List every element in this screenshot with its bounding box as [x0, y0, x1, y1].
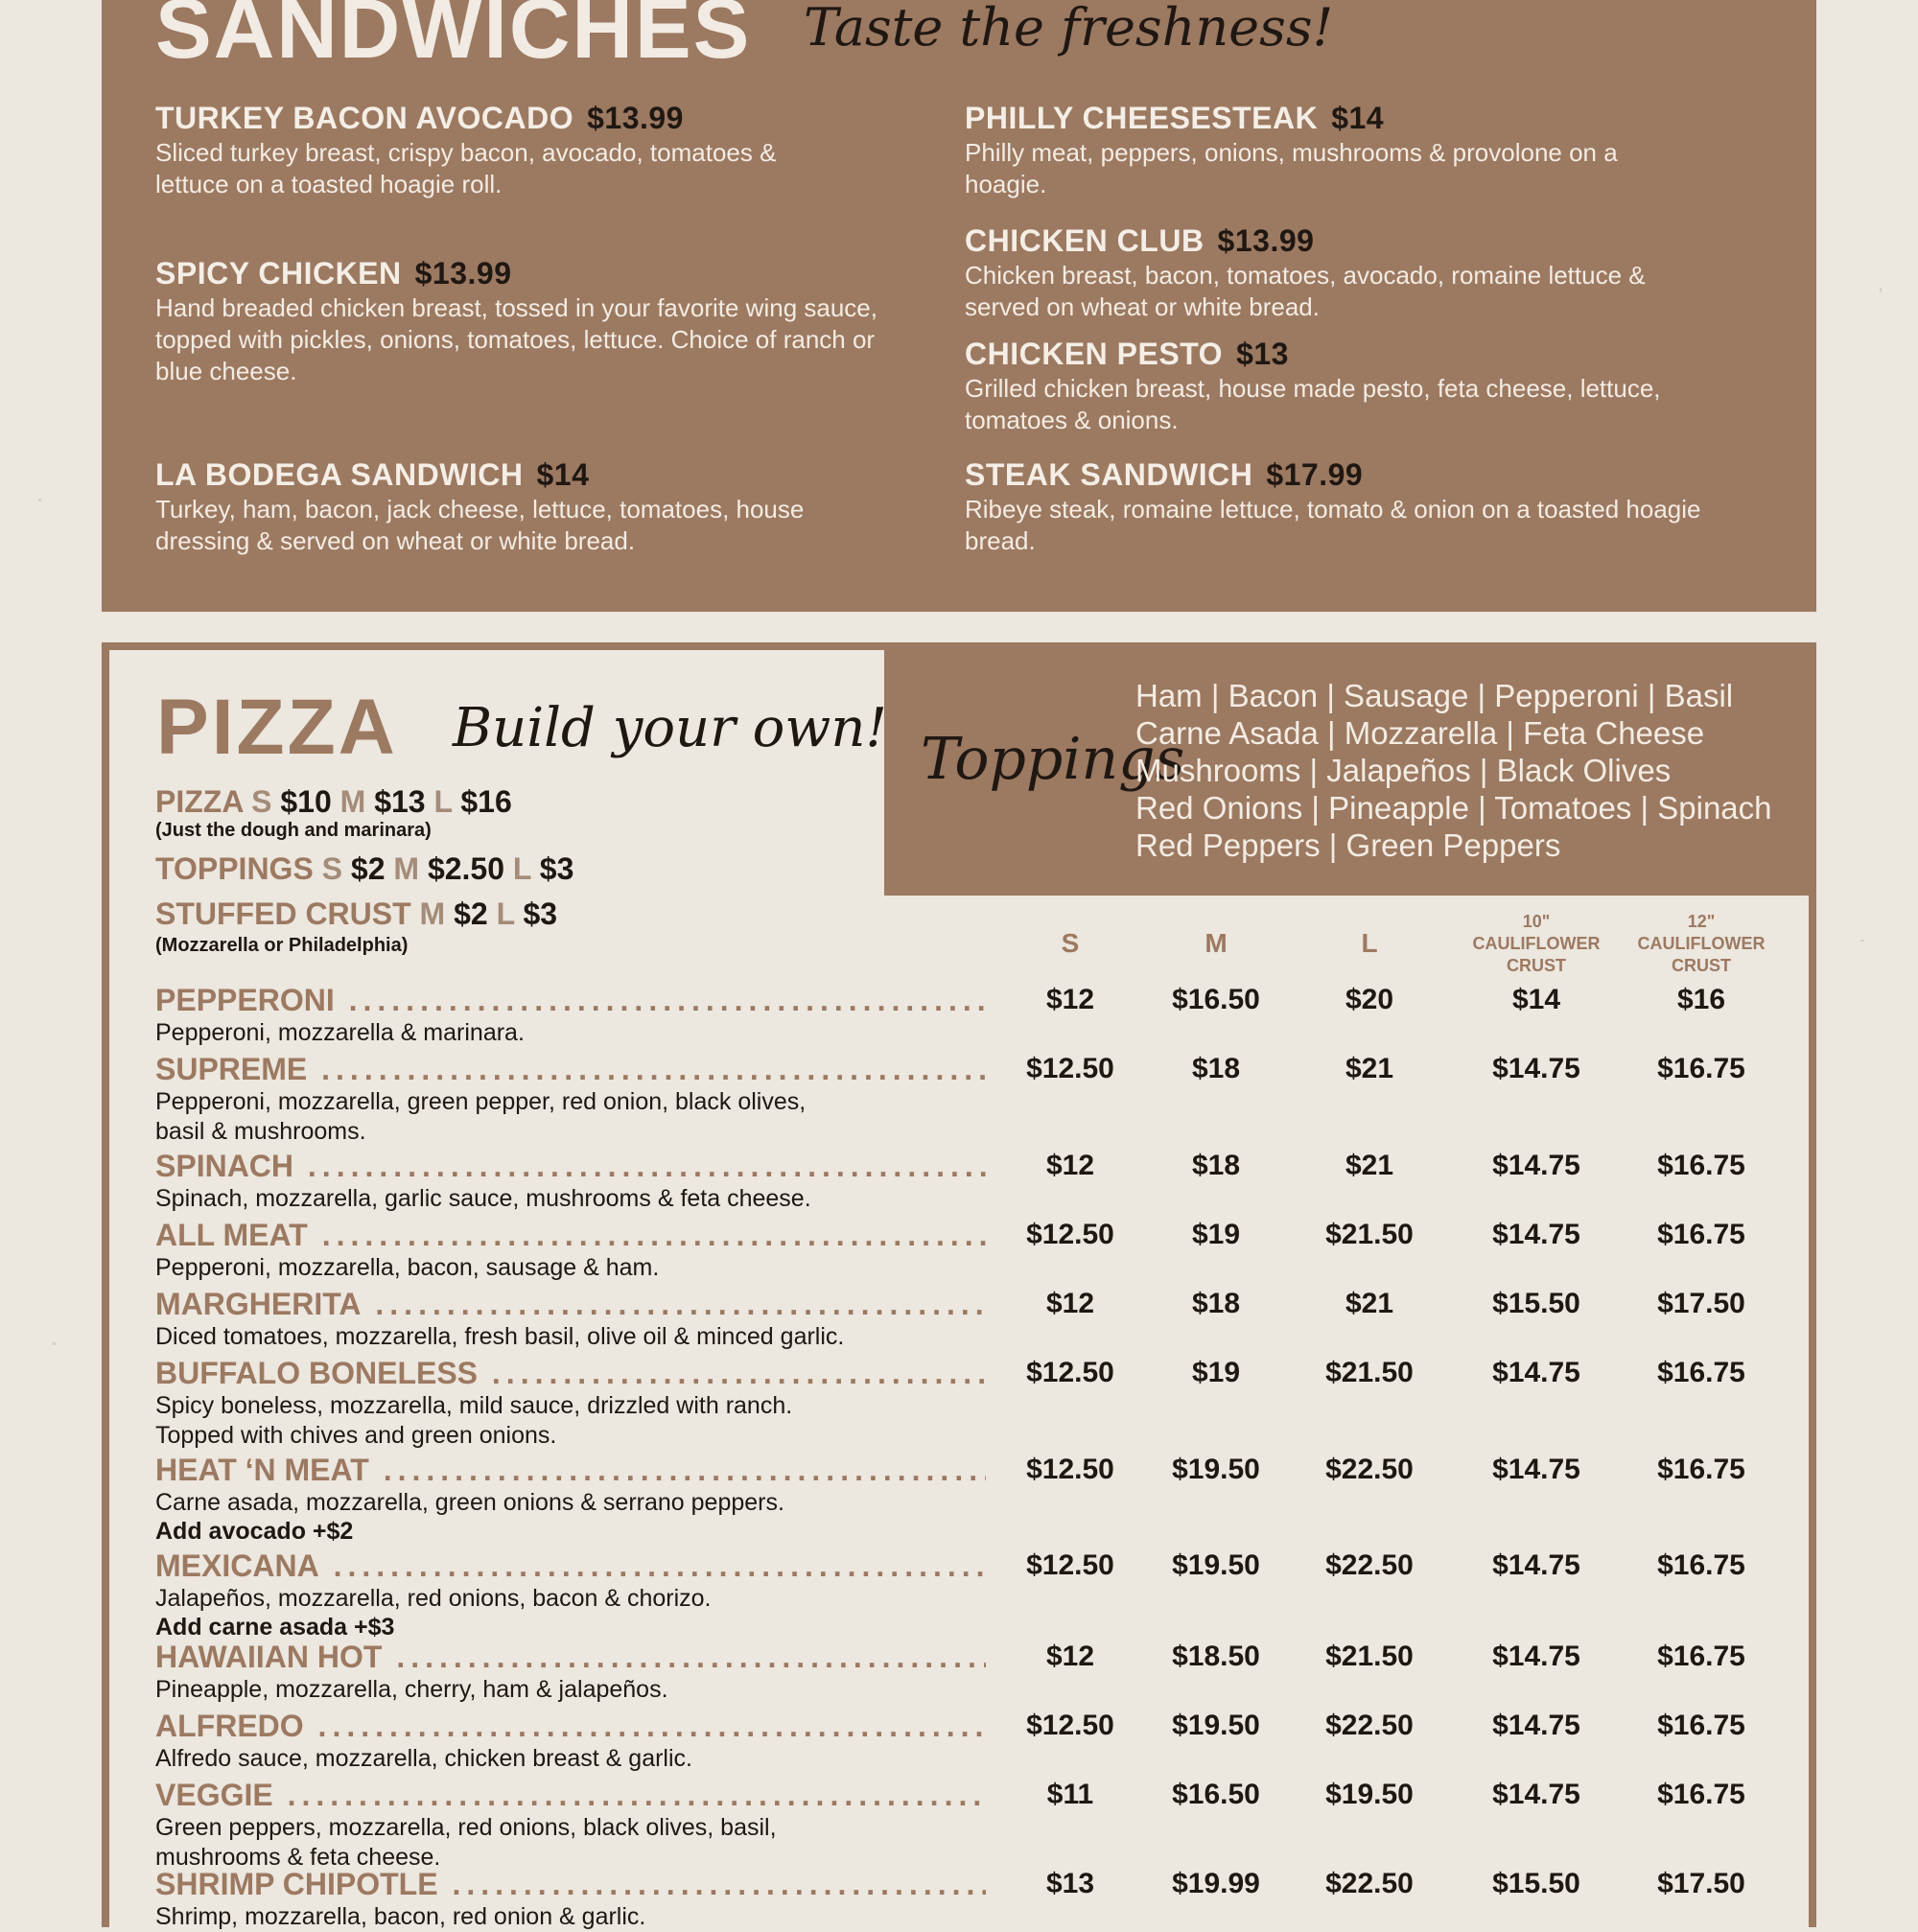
sandwich-price: $17.99 [1266, 457, 1364, 492]
toppings-line: Mushrooms | Jalapeños | Black Olives [1135, 753, 1672, 788]
stuffed-crust-note: (Mozzarella or Philadelphia) [155, 935, 409, 956]
pizza-price: $20 [1345, 984, 1394, 1015]
pizza-name: MARGHERITA ..... [155, 1288, 986, 1320]
pizza-price: $22.50 [1325, 1549, 1414, 1581]
sandwich-description: Philly meat, peppers, onions, mushrooms & provolone on a hoagie. [965, 138, 1618, 199]
size-label: M [419, 896, 446, 931]
sandwich-name: CHICKEN PESTO [965, 337, 1224, 371]
size-label: M [339, 784, 366, 819]
pizza-price: $15.50 [1492, 1868, 1580, 1899]
size-label: L [496, 896, 515, 931]
pizza-price: $16.75 [1657, 1779, 1745, 1810]
pizza-price: $16.75 [1657, 1357, 1745, 1388]
pizza-price: $16.75 [1657, 1641, 1745, 1672]
pizza-price: $16.50 [1172, 1779, 1260, 1810]
pizza-price: $18 [1191, 1053, 1241, 1084]
pizza-price: $14.75 [1492, 1053, 1580, 1084]
pizza-price: $21.50 [1325, 1219, 1414, 1250]
sandwiches-tagline: Taste the freshness! [804, 0, 1334, 58]
pizza-description: Pepperoni, mozzarella, green pepper, red onion, black olives, basil & mushrooms. [155, 1088, 807, 1145]
pizza-name: HEAT ‘N MEAT ..... [155, 1454, 986, 1486]
pizza-price: $21.50 [1325, 1641, 1414, 1672]
sandwich-item [155, 102, 884, 200]
pizza-price: $16.75 [1657, 1454, 1745, 1485]
pizza-description: Pepperoni, mozzarella & marinara. [155, 1019, 525, 1046]
pizza-price: $16.50 [1172, 984, 1260, 1015]
pizza-price: $22.50 [1325, 1868, 1414, 1899]
pizza-name: SPINACH ..... [155, 1150, 986, 1182]
pizza-price: $14.75 [1492, 1219, 1580, 1250]
sandwich-name: STEAK SANDWICH [965, 457, 1253, 492]
sandwich-description: Ribeye steak, romaine lettuce, tomato & onion on a toasted hoagie bread. [965, 495, 1701, 556]
pizza-price: $18.50 [1172, 1641, 1260, 1672]
sandwich-name: TURKEY BACON AVOCADO [155, 101, 574, 135]
toppings-panel [884, 642, 1816, 896]
pizza-price: $12 [1045, 1150, 1095, 1181]
pizza-price: $12 [1045, 984, 1095, 1015]
sandwich-item [155, 257, 884, 387]
sandwich-item [965, 338, 1694, 436]
pizza-price: $16 [1676, 984, 1726, 1015]
pizza-name: PEPPERONI ..... [155, 984, 986, 1016]
pizza-price: $14 [1511, 984, 1561, 1015]
pizza-price: $12.50 [1026, 1219, 1114, 1250]
column-header-large: L [1361, 928, 1378, 958]
pizza-description: Spicy boneless, mozzarella, mild sauce, drizzled with ranch. Topped with chives and green onions. [155, 1392, 793, 1449]
pizza-name: SUPREME ..... [155, 1053, 986, 1085]
size-label: S [251, 784, 272, 819]
pizza-price: $19.50 [1172, 1549, 1260, 1581]
pizza-price: $12.50 [1026, 1357, 1114, 1388]
pizza-price: $12.50 [1026, 1454, 1114, 1485]
toppings-price-line [155, 851, 573, 887]
toppings-label: Toppings [921, 726, 1185, 793]
column-header-line: CAULIFLOWER [1637, 934, 1766, 953]
pizza-price: $16.75 [1657, 1710, 1745, 1741]
pizza-name: MEXICANA ..... [155, 1549, 986, 1582]
column-header-medium: M [1205, 928, 1228, 958]
pizza-price: $15.50 [1492, 1288, 1580, 1319]
stuffed-crust-label: STUFFED CRUST [155, 896, 411, 931]
pizza-add-on: Add carne asada +$3 [155, 1614, 395, 1641]
pizza-price: $13 [1045, 1868, 1095, 1899]
sandwich-name: PHILLY CHEESESTEAK [965, 101, 1319, 135]
sandwiches-title: SANDWICHES [155, 0, 752, 76]
pizza-title: PIZZA [156, 684, 398, 771]
pizza-price: $16.75 [1657, 1549, 1745, 1581]
pizza-price: $19 [1191, 1357, 1241, 1388]
column-header-small: S [1061, 928, 1080, 958]
pizza-price: $14.75 [1492, 1454, 1580, 1485]
sandwich-description: Turkey, ham, bacon, jack cheese, lettuce, tomatoes, house dressing & served on wheat or white bread. [155, 495, 805, 556]
sandwich-name: LA BODEGA SANDWICH [155, 457, 524, 492]
price: $3 [523, 896, 558, 931]
pizza-price: $14.75 [1492, 1710, 1580, 1741]
pizza-price: $14.75 [1492, 1549, 1580, 1581]
size-label: M [393, 851, 420, 886]
column-header-line: 12" [1687, 912, 1716, 931]
stuffed-crust-price-line [155, 896, 557, 932]
toppings-line: Carne Asada | Mozzarella | Feta Cheese [1135, 715, 1705, 751]
pizza-name: HAWAIIAN HOT ..... [155, 1641, 986, 1673]
pizza-price: $18 [1191, 1288, 1241, 1319]
size-label: L [433, 784, 453, 819]
pizza-price: $19.50 [1172, 1710, 1260, 1741]
price: $2.50 [427, 851, 505, 886]
pizza-price: $21 [1345, 1053, 1394, 1084]
sandwich-price: $14 [536, 457, 590, 492]
pizza-description: Pepperoni, mozzarella, bacon, sausage & ham. [155, 1254, 660, 1281]
pizza-price: $21 [1345, 1288, 1394, 1319]
price: $10 [280, 784, 332, 819]
toppings-price-label: TOPPINGS [155, 851, 314, 886]
pizza-description: Spinach, mozzarella, garlic sauce, mushrooms & feta cheese. [155, 1185, 811, 1212]
pizza-price: $12 [1045, 1288, 1095, 1319]
pizza-price: $16.75 [1657, 1219, 1745, 1250]
sandwich-price: $14 [1331, 101, 1385, 135]
sandwich-description: Chicken breast, bacon, tomatoes, avocado, romaine lettuce & served on wheat or white bread. [965, 261, 1646, 322]
pizza-add-on: Add avocado +$2 [155, 1518, 354, 1545]
pizza-price: $12.50 [1026, 1053, 1114, 1084]
sandwich-description: Grilled chicken breast, house made pesto, feta cheese, lettuce, tomatoes & onions. [965, 374, 1661, 435]
price: $3 [539, 851, 574, 886]
pizza-price: $19.50 [1325, 1779, 1414, 1810]
pizza-price: $14.75 [1492, 1357, 1580, 1388]
price: $2 [454, 896, 488, 931]
pizza-price: $12 [1045, 1641, 1095, 1672]
pizza-description: Shrimp, mozzarella, bacon, red onion & garlic. [155, 1903, 646, 1930]
price: $13 [374, 784, 426, 819]
pizza-price: $16.75 [1657, 1053, 1745, 1084]
base-pizza-price-line [155, 784, 512, 820]
column-header-cauliflower-12 [1625, 911, 1778, 977]
pizza-price: $12.50 [1026, 1549, 1114, 1581]
sandwich-price: $13 [1236, 337, 1289, 371]
pizza-description: Alfredo sauce, mozzarella, chicken breast & garlic. [155, 1745, 692, 1772]
sandwich-price: $13.99 [414, 256, 512, 291]
pizza-price: $17.50 [1657, 1288, 1745, 1319]
pizza-name: ALL MEAT ..... [155, 1219, 986, 1251]
column-header-line: CAULIFLOWER [1472, 934, 1601, 953]
base-pizza-note: (Just the dough and marinara) [155, 820, 432, 841]
column-header-line: CRUST [1672, 956, 1731, 975]
pizza-price: $14.75 [1492, 1150, 1580, 1181]
pizza-description: Green peppers, mozzarella, red onions, black olives, basil, mushrooms & feta cheese. [155, 1814, 777, 1871]
price: $2 [350, 851, 386, 886]
sandwiches-section [102, 0, 1816, 612]
sandwich-item [965, 102, 1694, 200]
toppings-list [1135, 677, 1772, 864]
pizza-price: $22.50 [1325, 1710, 1414, 1741]
size-label: L [512, 851, 531, 886]
column-header-line: 10" [1522, 912, 1551, 931]
sandwich-description: Sliced turkey breast, crispy bacon, avocado, tomatoes & lettuce on a toasted hoagie roll. [155, 138, 777, 199]
pizza-price: $14.75 [1492, 1779, 1580, 1810]
price: $16 [460, 784, 512, 819]
sandwich-name: SPICY CHICKEN [155, 256, 402, 291]
pizza-name: BUFFALO BONELESS ..... [155, 1357, 986, 1389]
sandwich-item [155, 458, 884, 557]
pizza-price: $16.75 [1657, 1150, 1745, 1181]
pizza-price: $22.50 [1325, 1454, 1414, 1485]
pizza-price: $19 [1191, 1219, 1241, 1250]
pizza-price: $21.50 [1325, 1357, 1414, 1388]
sandwich-name: CHICKEN CLUB [965, 223, 1205, 258]
pizza-name: SHRIMP CHIPOTLE ..... [155, 1868, 986, 1900]
size-label: S [321, 851, 343, 886]
pizza-description: Pineapple, mozzarella, cherry, ham & jalapeños. [155, 1676, 668, 1703]
pizza-tagline: Build your own! [453, 697, 887, 759]
pizza-price: $18 [1191, 1150, 1241, 1181]
sandwich-description: Hand breaded chicken breast, tossed in your favorite wing sauce, topped with pickles, onions, tomatoes, lettuce. Choice of ranch or blue cheese. [155, 293, 877, 386]
pizza-description: Diced tomatoes, mozzarella, fresh basil, olive oil & minced garlic. [155, 1323, 845, 1350]
pizza-price: $21 [1345, 1150, 1394, 1181]
pizza-name: ALFREDO ..... [155, 1710, 986, 1742]
sandwich-price: $13.99 [587, 101, 684, 135]
column-header-cauliflower-10 [1460, 911, 1613, 977]
sandwich-item [965, 224, 1694, 323]
sandwich-item [965, 457, 1701, 557]
column-header-line: CRUST [1507, 956, 1566, 975]
pizza-description: Carne asada, mozzarella, green onions & serrano peppers. [155, 1489, 784, 1516]
sandwich-price: $13.99 [1217, 223, 1315, 258]
toppings-line: Red Onions | Pineapple | Tomatoes | Spinach [1135, 790, 1772, 826]
pizza-price: $19.99 [1172, 1868, 1260, 1899]
pizza-name: VEGGIE ..... [155, 1779, 986, 1811]
pizza-price: $11 [1046, 1779, 1094, 1810]
toppings-line: Ham | Bacon | Sausage | Pepperoni | Basil [1135, 678, 1734, 713]
pizza-price: $14.75 [1492, 1641, 1580, 1672]
toppings-line: Red Peppers | Green Peppers [1135, 827, 1561, 863]
pizza-price: $19.50 [1172, 1454, 1260, 1485]
pizza-description: Jalapeños, mozzarella, red onions, bacon & chorizo. [155, 1585, 712, 1612]
pizza-price: $12.50 [1026, 1710, 1114, 1741]
pizza-price: $17.50 [1657, 1868, 1745, 1899]
base-pizza-label: PIZZA [155, 784, 244, 819]
